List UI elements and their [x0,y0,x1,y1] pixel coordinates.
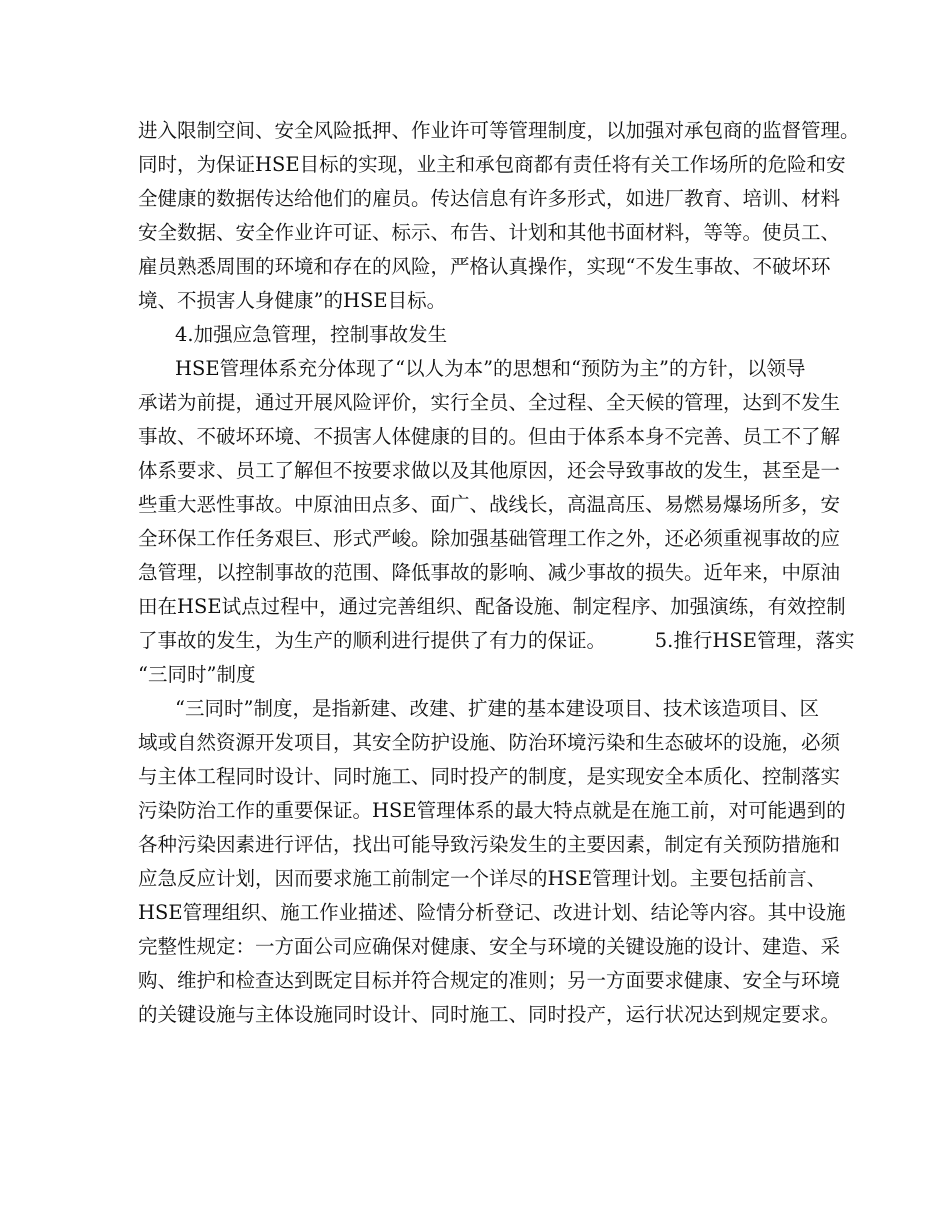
text-line: 雇员熟悉周围的环境和存在的风险，严格认真操作，实现“不发生事故、不破坏环 [138,255,831,278]
text-line: 污染防治工作的重要保证。HSE管理体系的最大特点就是在施工前，对可能遇到的 [138,799,846,822]
text-line: 应急反应计划，因而要求施工前制定一个详尽的HSE管理计划。主要包括前言、 [138,867,827,890]
text-line: 购、维护和检查达到既定目标并符合规定的准则；另一方面要求健康、安全与环境 [138,969,841,992]
text-line: 各种污染因素进行评估，找出可能导致污染发生的主要因素，制定有关预防措施和 [138,833,841,856]
text-line: 同时，为保证HSE目标的实现，业主和承包商都有责任将有关工作场所的危险和安 [138,153,846,176]
text-line: 事故、不破坏环境、不损害人体健康的目的。但由于体系本身不完善、员工不了解 [138,425,841,448]
text-line: 急管理，以控制事故的范围、降低事故的影响、减少事故的损失。近年来，中原油 [138,561,841,584]
text-line: 全健康的数据传达给他们的雇员。传达信息有许多形式，如进厂教育、培训、材料 [138,187,841,210]
text-line: 了事故的发生，为生产的顺利进行提供了有力的保证。 5.推行HSE管理，落实 [138,629,855,652]
text-line: HSE管理组织、施工作业描述、险情分析登记、改进计划、结论等内容。其中设施 [138,901,846,924]
text-line: 全环保工作任务艰巨、形式严峻。除加强基础管理工作之外，还必须重视事故的应 [138,527,841,550]
text-line: 完整性规定：一方面公司应确保对健康、安全与环境的关键设施的设计、建造、采 [138,935,841,958]
text-line: 域或自然资源开发项目，其安全防护设施、防治环境污染和生态破坏的设施，必须 [138,731,841,754]
text-line: “三同时”制度，是指新建、改建、扩建的基本建设项目、技术该造项目、区 [175,697,819,720]
text-line: 些重大恶性事故。中原油田点多、面广、战线长，高温高压、易燃易爆场所多，安 [138,493,841,516]
text-line: 体系要求、员工了解但不按要求做以及其他原因，还会导致事故的发生，甚至是一 [138,459,841,482]
text-line: 与主体工程同时设计、同时施工、同时投产的制度，是实现安全本质化、控制落实 [138,765,841,788]
text-line: 境、不损害人身健康”的HSE目标。 [138,289,447,312]
text-line: 进入限制空间、安全风险抵押、作业许可等管理制度，以加强对承包商的监督管理。 [138,119,860,142]
section-heading: “三同时”制度 [138,663,256,686]
text-line: 承诺为前提，通过开展风险评价，实行全员、全过程、全天候的管理，达到不发生 [138,391,841,414]
text-line: 的关键设施与主体设施同时设计、同时施工、同时投产，运行状况达到规定要求。 [138,1003,841,1026]
section-heading: 4.加强应急管理，控制事故发生 [175,323,448,346]
text-line: HSE管理体系充分体现了“以人为本”的思想和“预防为主”的方针，以领导 [175,357,806,380]
text-line: 安全数据、安全作业许可证、标示、布告、计划和其他书面材料，等等。使员工、 [138,221,841,244]
text-line: 田在HSE试点过程中，通过完善组织、配备设施、制定程序、加强演练，有效控制 [138,595,846,618]
